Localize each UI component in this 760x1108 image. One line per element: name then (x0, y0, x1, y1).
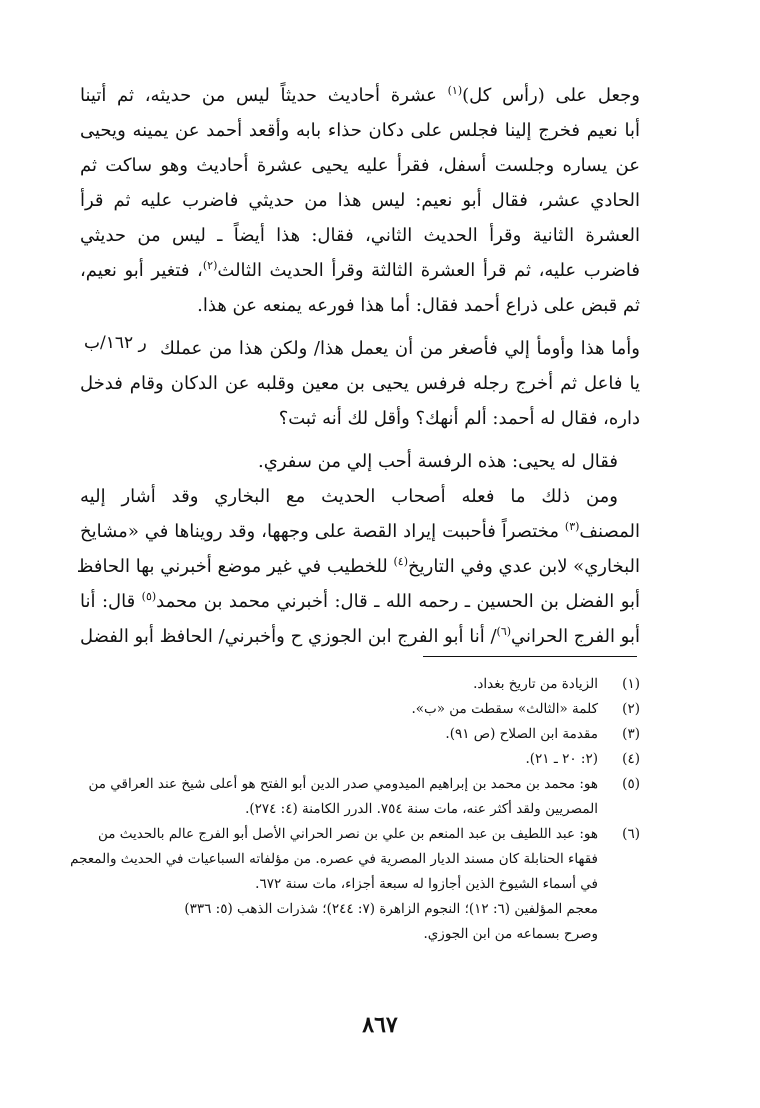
footnote (84, 697, 640, 722)
footnote-ref[interactable]: (٦) (496, 625, 512, 638)
footnote-number: (٥) (622, 776, 640, 792)
footnote-ref[interactable]: (٤) (393, 555, 409, 568)
main-text (76, 78, 641, 654)
footnote-separator (423, 656, 637, 657)
text-line: أبا نعيم فخرج إلينا فجلس على دكان حذاء بابه وأقعد أحمد عن يمينه ويحيى (80, 120, 640, 141)
text-line: البخاري» لابن عدي وفي التاريخ$^{(٤)}$ للخطيب في غير موضع أخبرني بها الحافظ (76, 555, 640, 577)
text-line: الحادي عشر، فقال أبو نعيم: ليس هذا من حديثي فاضرب عليه ثم قرأ (80, 190, 640, 211)
text-line: وجعل على (رأس كل)$^{(١)}$ عشرة أحاديث حديثاً ليس من حديثه، ثم أتينا (80, 84, 640, 106)
text-line: المصنف$^{(٣)}$ مختصراً فأحببت إيراد القصة على وجهها، وقد رويناها في «مشايخ (80, 520, 640, 542)
footnote (84, 772, 640, 822)
footnote (84, 747, 640, 772)
footnote-text: (٢: ٢٠ ـ ٢١). (525, 751, 598, 767)
footnote (84, 722, 640, 747)
text-line: فقال له يحيى: هذه الرفسة أحب إلي من سفري. (258, 451, 618, 472)
footnote-ref[interactable]: (٣) (564, 520, 580, 533)
text-line: ثم قبض على ذراع أحمد فقال: أما هذا فورعه يمنعه عن هذا. (197, 295, 640, 316)
footnote-continuation (84, 897, 640, 947)
footnote-number: (٢) (622, 701, 640, 717)
text-line: داره، فقال له أحمد: ألم أنهك؟ وأقل لك أنه ثبت؟ (278, 408, 640, 429)
footnote-text: فقهاء الحنابلة كان مسند الديار المصرية في عصره. من مؤلفاته السباعيات في الحديث والمعجم (70, 851, 598, 867)
footnote-text: هو: عبد اللطيف بن عبد المنعم بن علي بن نصر الحراني الأصل أبو الفرج عالم بالحديث من (97, 826, 598, 842)
footnote-ref[interactable]: (٥) (141, 590, 157, 603)
footnote-text: معجم المؤلفين (٦: ١٢)؛ النجوم الزاهرة (٧: ٢٤٤)؛ شذرات الذهب (٥: ٣٣٦) (184, 901, 598, 917)
footnote (70, 822, 640, 897)
text-line: أبو الفضل بن الحسين ـ رحمه الله ـ قال: أخبرني محمد بن محمد$^{(٥)}$ قال: أنا (80, 590, 641, 612)
footnote-text: في أسماء الشيوخ الذين أجازوا له سبعة أجزاء، مات سنة ٦٧٢. (255, 876, 598, 892)
footnote-text: المصريين ولقد أكثر عنه، مات سنة ٧٥٤. الدرر الكامنة (٤: ٢٧٤). (245, 801, 598, 817)
footnote (84, 672, 640, 697)
manuscript-folio-note: ر ١٦٢/ب (84, 333, 147, 353)
footnotes (70, 672, 640, 947)
footnote-number: (٤) (622, 751, 640, 767)
footnote-ref[interactable]: (١) (447, 84, 463, 97)
page-number: ٨٦٧ (362, 1012, 398, 1038)
text-line: العشرة الثانية وقرأ الحديث الثاني، فقال: هذا أيضاً ـ ليس من حديثي (80, 225, 640, 246)
footnote-text: مقدمة ابن الصلاح (ص ٩١). (445, 726, 598, 742)
footnote-text: وصرح بسماعه من ابن الجوزي. (423, 926, 598, 942)
text-line: أبو الفرج الحراني$^{(٦)}$/ أنا أبو الفرج ابن الجوزي ح وأخبرني/ الحافظ أبو الفضل (80, 625, 640, 647)
footnote-ref[interactable]: (٢) (202, 259, 218, 272)
text-line: يا فاعل ثم أخرج رجله فرفس يحيى بن معين وقلبه عن الدكان وقام فدخل (80, 373, 640, 394)
footnote-text: كلمة «الثالث» سقطت من «ب». (411, 701, 598, 717)
footnote-text: هو: محمد بن محمد بن إبراهيم الميدومي صدر الدين أبو الفتح هو أعلى شيخ عند العراقي من (88, 776, 598, 792)
text-line: فاضرب عليه، ثم قرأ العشرة الثالثة وقرأ الحديث الثالث$^{(٢)}$، فتغير أبو نعيم، (80, 259, 641, 281)
footnote-number: (٣) (622, 726, 640, 742)
text-line: عن يساره وجلست أسفل، فقرأ عليه يحيى عشرة أحاديث وهو ساكت ثم (80, 155, 640, 176)
text-line: وأما هذا وأومأ إلي فأصغر من أن يعمل هذا/ ولكن هذا من عملك (160, 338, 640, 359)
footnote-text: الزيادة من تاريخ بغداد. (473, 676, 598, 692)
footnote-number: (٦) (622, 826, 640, 842)
text-line: ومن ذلك ما فعله أصحاب الحديث مع البخاري وقد أشار إليه (80, 486, 618, 507)
footnote-number: (١) (622, 676, 640, 692)
